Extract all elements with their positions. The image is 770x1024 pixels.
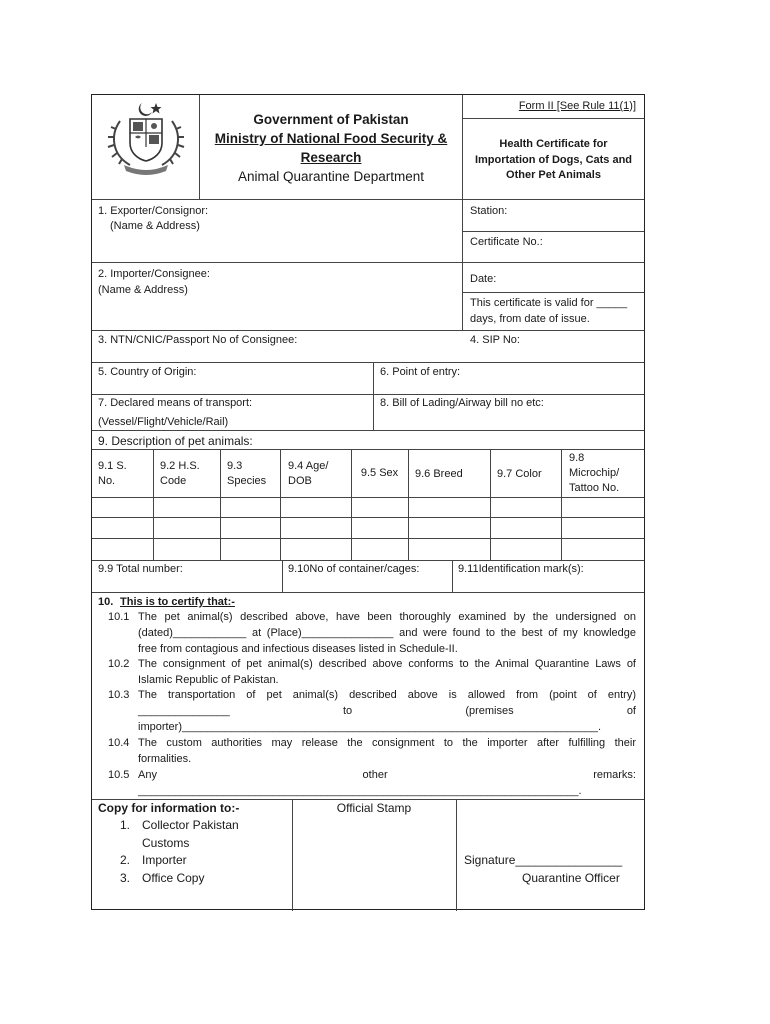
date-label: Date: — [470, 273, 497, 285]
validity-text: This certificate is valid for _____ — [470, 297, 628, 309]
column-serial-no: 9.1 S. No. — [98, 460, 127, 487]
health-certificate-form — [91, 94, 645, 910]
ministry-title: Ministry of National Food Security & — [214, 131, 448, 146]
lading-label: 8. Bill of Lading/Airway bill no etc: — [380, 397, 544, 409]
certificate-no-label: Certificate No.: — [470, 236, 543, 248]
column-hs-code: 9.2 H.S. Code — [160, 460, 200, 487]
column-color: 9.7 Color — [497, 468, 542, 480]
government-emblem — [102, 99, 190, 177]
signature-line: Signature________________ — [464, 853, 623, 867]
ministry-title-cont: Research — [300, 150, 362, 165]
station-label: Station: — [470, 205, 508, 217]
description-label: 9. Description of pet animals: — [98, 434, 253, 448]
certify-heading: This is to certify that:- — [120, 596, 235, 608]
certificate-title-l2: Importation of Dogs, Cats and — [474, 154, 633, 166]
transport-sub-label: (Vessel/Flight/Vehicle/Rail) — [98, 416, 229, 428]
column-age-dob: 9.4 Age/ DOB — [288, 460, 329, 487]
ntn-label: 3. NTN/CNIC/Passport No of Consignee: — [98, 334, 298, 346]
transport-label: 7. Declared means of transport: — [98, 397, 253, 409]
importer-label: 2. Importer/Consignee: — [98, 268, 210, 280]
containers-label: 9.10No of container/cages: — [288, 563, 420, 575]
official-stamp-label: Official Stamp — [336, 801, 412, 815]
column-species: 9.3 Species — [227, 460, 267, 487]
certify-item-10-3: 10.3 The transportation of pet animal(s) described above is allowed from (point of entry) _______________ to (premises of importer)____________________________________________________________________. — [108, 689, 636, 733]
sip-label: 4. SIP No: — [470, 334, 520, 346]
importer-sub-label: (Name & Address) — [98, 284, 188, 296]
copy-list: 1. Collector Pakistan Customs 2. Importer 3. Office Copy — [120, 818, 239, 885]
validity-text-cont: days, from date of issue. — [470, 313, 590, 325]
column-sex: 9.5 Sex — [360, 466, 399, 479]
certificate-title-l1: Health Certificate for — [499, 138, 608, 150]
column-microchip: 9.8 Microchip/ Tattoo No. — [569, 452, 620, 494]
column-breed: 9.6 Breed — [415, 468, 463, 480]
exporter-sub-label: (Name & Address) — [110, 220, 200, 232]
exporter-label: 1. Exporter/Consignor: — [98, 205, 209, 217]
department-title: Animal Quarantine Department — [237, 169, 425, 184]
origin-label: 5. Country of Origin: — [98, 366, 197, 378]
entry-label: 6. Point of entry: — [380, 366, 461, 378]
certify-heading-number: 10. — [98, 596, 114, 608]
government-title: Government of Pakistan — [253, 112, 409, 127]
identification-marks-label: 9.11Identification mark(s): — [458, 563, 584, 575]
quarantine-officer-label: Quarantine Officer — [522, 871, 620, 885]
certify-item-10-4: 10.4 The custom authorities may release the consignment to the importer after fulfilling their formalities. — [108, 737, 636, 765]
certify-item-10-1: 10.1 The pet animal(s) described above, have been thoroughly examined by the undersigned on (dated)____________ at (Place)_______________ and were found to the best of my knowledge free from contagious and infectious diseases listed in Schedule-II. — [108, 611, 636, 655]
certify-item-10-5: 10.5 Any other remarks: ________________________________________________________________________. — [108, 769, 636, 797]
form-reference: Form II [See Rule 11(1)] — [518, 100, 636, 112]
certify-item-10-2: 10.2 The consignment of pet animal(s) described above conforms to the Animal Quarantine Laws of Islamic Republic of Pakistan. — [108, 658, 636, 686]
certificate-title-l3: Other Pet Animals — [506, 169, 601, 181]
total-number-label: 9.9 Total number: — [98, 563, 183, 575]
copy-heading: Copy for information to:- — [98, 801, 240, 815]
